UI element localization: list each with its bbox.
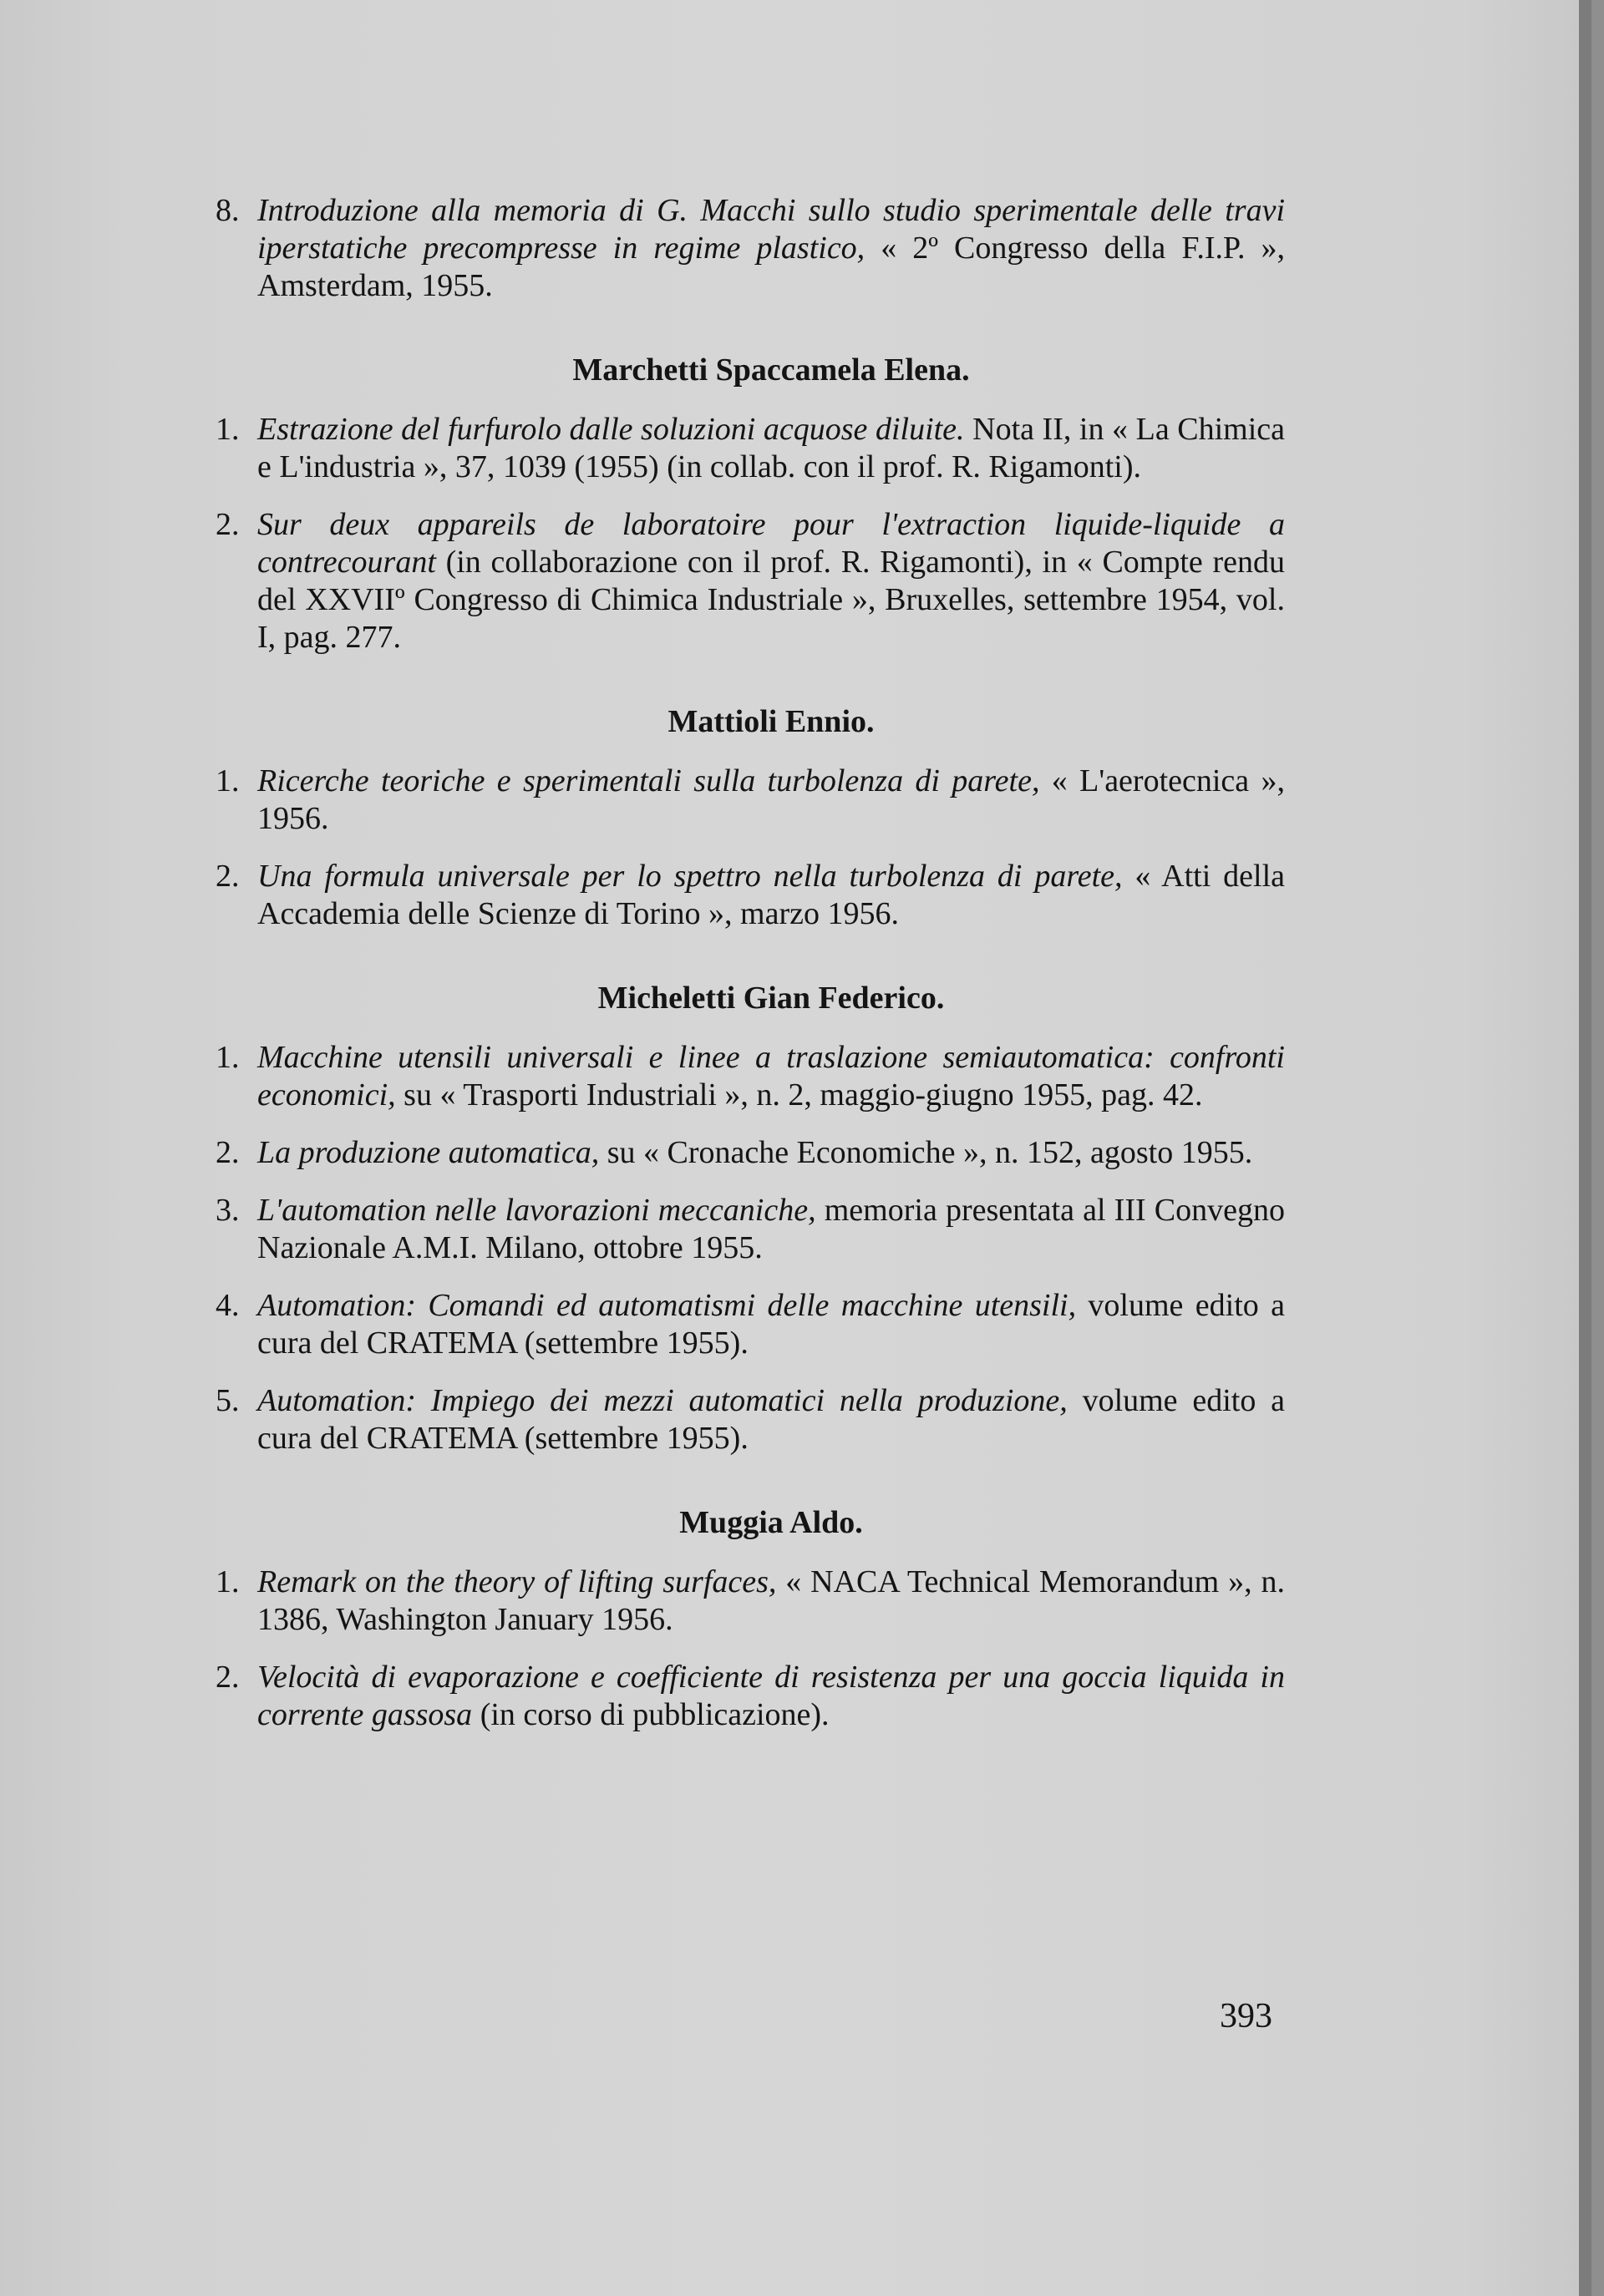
bibliography-entry xyxy=(216,1287,1285,1362)
bibliography-entry xyxy=(216,506,1285,656)
entry-number: 2. xyxy=(216,859,240,894)
entry-number: 2. xyxy=(216,1660,240,1695)
bibliography-entry xyxy=(216,1382,1285,1457)
author-section xyxy=(216,703,1285,933)
author-heading: Micheletti Gian Federico. xyxy=(597,981,945,1016)
author-heading: Muggia Aldo. xyxy=(679,1505,863,1540)
entry-title: Estrazione del furfurolo dalle soluzioni acquose diluite. xyxy=(257,412,965,447)
page-edge-shadow xyxy=(1579,0,1591,2296)
bibliography-entry xyxy=(216,1039,1285,1114)
bibliography-entry xyxy=(216,858,1285,933)
entry-details: su « Trasporti Industriali », n. 2, maggio-giugno 1955, pag. 42. xyxy=(395,1077,1203,1113)
entry-title: Automation: Comandi ed automatismi delle macchine utensili, xyxy=(257,1288,1077,1323)
bibliography-entry xyxy=(216,192,1285,305)
entry-title: L'automation nelle lavorazioni meccaniche, xyxy=(257,1193,816,1228)
entry-details: memoria presentata al III Convegno Nazionale A.M.I. Milano, ottobre 1955. xyxy=(257,1193,1286,1265)
author-section xyxy=(216,1504,1285,1734)
bibliography-entry xyxy=(216,1564,1285,1639)
entry-number: 1. xyxy=(216,1040,240,1075)
entry-number: 5. xyxy=(216,1383,240,1418)
entry-details: su « Cronache Economiche », n. 152, agosto 1955. xyxy=(599,1135,1253,1170)
entry-number: 1. xyxy=(216,763,240,798)
entry-title: Ricerche teoriche e sperimentali sulla turbolenza di parete, xyxy=(257,763,1040,798)
author-section xyxy=(216,352,1285,656)
entry-details: « Atti della Accademia delle Scienze di Torino », marzo 1956. xyxy=(257,859,1286,931)
bibliography-entry xyxy=(216,763,1285,838)
bibliography-list xyxy=(216,192,1285,1754)
entry-details: (in collaborazione con il prof. R. Rigamonti), in « Compte rendu del XXVIIº Congresso di Chimica Industriale », Bruxelles, settembre 1954, vol. I, pag. 277. xyxy=(257,545,1285,655)
entry-title: Remark on the theory of lifting surfaces, xyxy=(257,1564,777,1599)
entry-details: « L'aerotecnica », 1956. xyxy=(257,763,1285,836)
entry-title: Automation: Impiego dei mezzi automatici nella produzione, xyxy=(257,1383,1068,1418)
author-heading: Mattioli Ennio. xyxy=(667,704,875,739)
bibliography-entry xyxy=(216,1192,1285,1267)
bibliography-entry xyxy=(216,411,1285,486)
entry-details: Nota II, in « La Chimica e L'industria », 37, 1039 (1955) (in collab. con il prof. R. Rigamonti). xyxy=(257,412,1286,484)
entry-number: 1. xyxy=(216,412,240,447)
entry-title: La produzione automatica, xyxy=(257,1135,600,1170)
entry-number: 2. xyxy=(216,507,240,542)
entry-number: 1. xyxy=(216,1564,240,1599)
entry-details: « 2º Congresso della F.I.P. », Amsterdam, 1955. xyxy=(257,231,1285,303)
bibliography-entry xyxy=(216,1134,1285,1172)
entry-number: 2. xyxy=(216,1135,240,1170)
entry-number: 3. xyxy=(216,1193,240,1228)
entry-details: (in corso di pubblicazione). xyxy=(472,1697,830,1732)
entry-number: 8. xyxy=(216,193,240,228)
entry-number: 4. xyxy=(216,1288,240,1323)
entry-title: Macchine utensili universali e linee a traslazione semiautomatica: confronti economici, xyxy=(257,1040,1285,1113)
page-number: 393 xyxy=(1220,1997,1272,2035)
bibliography-entry xyxy=(216,1659,1285,1734)
author-heading: Marchetti Spaccamela Elena. xyxy=(572,352,970,388)
entry-title: Sur deux appareils de laboratoire pour l'extraction liquide-liquide a contrecourant xyxy=(257,507,1285,580)
entry-details: volume edito a cura del CRATEMA (settembre 1955). xyxy=(257,1288,1285,1361)
entry-details: volume edito a cura del CRATEMA (settembre 1955). xyxy=(257,1383,1285,1456)
entry-title: Una formula universale per lo spettro nella turbolenza di parete, xyxy=(257,859,1123,894)
entry-title: Velocità di evaporazione e coefficiente di resistenza per una goccia liquida in corrente gassosa xyxy=(257,1660,1285,1732)
entry-details: « NACA Technical Memorandum », n. 1386, Washington January 1956. xyxy=(257,1564,1285,1637)
entry-title: Introduzione alla memoria di G. Macchi sullo studio sperimentale delle travi iperstatiche precompresse in regime plastico, xyxy=(257,193,1285,266)
author-section xyxy=(216,980,1285,1457)
